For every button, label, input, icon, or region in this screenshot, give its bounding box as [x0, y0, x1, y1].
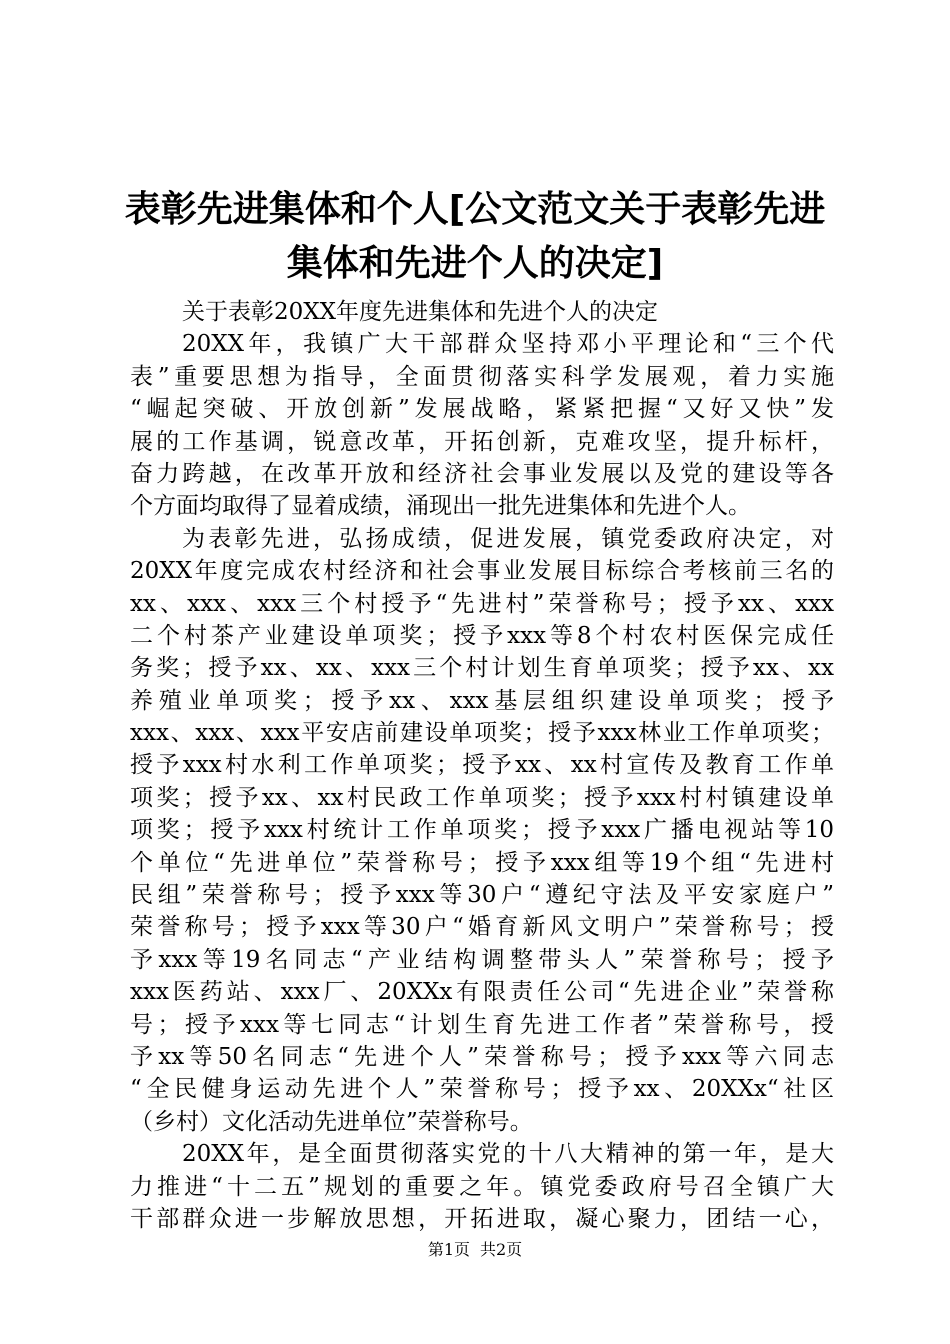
body-line: 奋力跨越，在改革开放和经济社会事业发展以及党的建设等各: [130, 460, 834, 487]
body-line: 授予xxx村水利工作单项奖；授予xx、xx村宣传及教育工作单: [130, 752, 834, 779]
document-title-line-2: 集体和先进个人的决定]: [286, 243, 664, 284]
body-line: “崛起突破、开放创新”发展战略，紧紧把握“又好又快”发: [130, 396, 834, 423]
body-line: 个单位“先进单位”荣誉称号；授予xxx组等19个组“先进村: [130, 849, 834, 876]
body-line: “全民健身运动先进个人”荣誉称号；授予xx、20XXx“社区: [130, 1076, 834, 1103]
body-line: 表”重要思想为指导，全面贯彻落实科学发展观，着力实施: [130, 363, 834, 390]
body-line: 力推进“十二五”规划的重要之年。镇党委政府号召全镇广大: [130, 1173, 834, 1200]
body-line: xx、xxx、xxx三个村授予“先进村”荣誉称号；授予xx、xxx: [130, 590, 834, 617]
body-line: 予xxx等19名同志“产业结构调整带头人”荣誉称号；授予: [130, 946, 834, 973]
document-title-line-1: 表彰先进集体和个人[公文范文关于表彰先进: [124, 189, 826, 230]
body-line: 项奖；授予xx、xx村民政工作单项奖；授予xxx村村镇建设单: [130, 784, 834, 811]
body-line: （乡村）文化活动先进单位”荣誉称号。: [130, 1108, 533, 1135]
body-line: 为表彰先进，弘扬成绩，促进发展，镇党委政府决定，对: [182, 525, 834, 552]
subtitle-line: 关于表彰20XX年度先进集体和先进个人的决定: [182, 299, 659, 325]
body-line: 个方面均取得了显着成绩，涌现出一批先进集体和先进个人。: [130, 493, 751, 520]
body-line: 展的工作基调，锐意改革，开拓创新，克难攻坚，提升标杆，: [130, 428, 834, 455]
body-line: 20XX年，我镇广大干部群众坚持邓小平理论和“三个代: [182, 331, 834, 358]
body-line: xxx、xxx、xxx平安店前建设单项奖；授予xxx林业工作单项奖；: [130, 720, 834, 747]
page-footer: [0, 1240, 950, 1260]
body-line: 干部群众进一步解放思想，开拓进取，凝心聚力，团结一心，: [130, 1205, 834, 1232]
body-line: 20XX年度完成农村经济和社会事业发展目标综合考核前三名的: [130, 558, 834, 585]
document-body: [130, 296, 834, 1235]
body-line: 二个村茶产业建设单项奖；授予xxx等8个村农村医保完成任: [130, 622, 834, 649]
body-line: 予xx等50名同志“先进个人”荣誉称号；授予xxx等六同志: [130, 1043, 834, 1070]
body-line: xxx医药站、xxx厂、20XXx有限责任公司“先进企业”荣誉称: [130, 979, 834, 1006]
body-line: 民组”荣誉称号；授予xxx等30户“遵纪守法及平安家庭户”: [130, 882, 834, 909]
body-line: 20XX年，是全面贯彻落实党的十八大精神的第一年，是大: [182, 1141, 834, 1168]
body-line: 养殖业单项奖；授予xx、xxx基层组织建设单项奖；授予: [130, 687, 834, 714]
page-total: 共2页: [480, 1240, 523, 1259]
body-line: 项奖；授予xxx村统计工作单项奖；授予xxx广播电视站等10: [130, 817, 834, 844]
page-number: 第1页: [427, 1240, 470, 1259]
body-line: 号；授予xxx等七同志“计划生育先进工作者”荣誉称号，授: [130, 1011, 834, 1038]
body-line: 荣誉称号；授予xxx等30户“婚育新风文明户”荣誉称号；授: [130, 914, 834, 941]
body-line: 务奖；授予xx、xx、xxx三个村计划生育单项奖；授予xx、xx: [130, 655, 834, 682]
